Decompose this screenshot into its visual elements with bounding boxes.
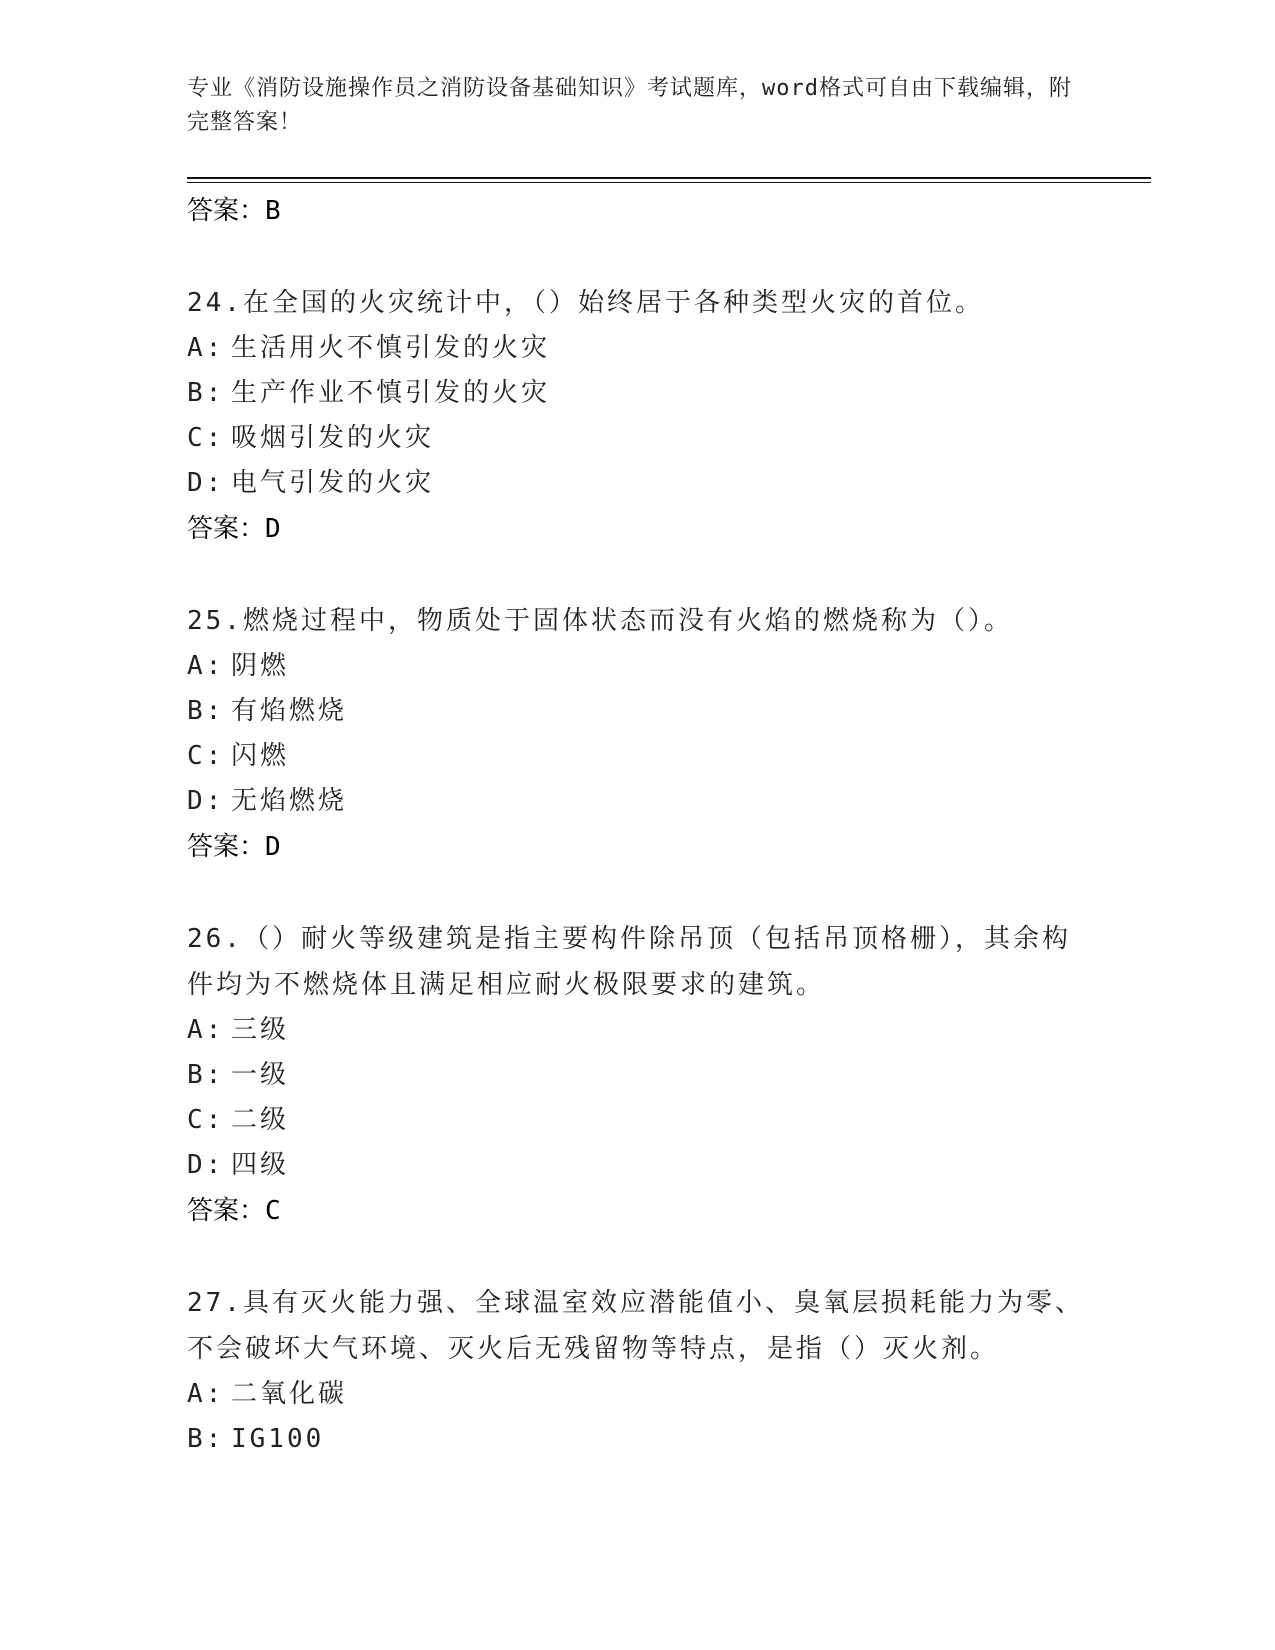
- option-text: 电气引发的火灾: [231, 468, 435, 498]
- header-divider-thick: [187, 177, 1151, 179]
- answer-value: B: [265, 196, 281, 226]
- option-key: C:: [187, 1105, 225, 1135]
- answer-line: [187, 506, 1087, 552]
- option-key: D:: [187, 1150, 225, 1180]
- option-text: 三级: [231, 1015, 290, 1045]
- option-c: [187, 1098, 1087, 1143]
- spacer: [187, 234, 1087, 280]
- answer-label: 答案：: [187, 514, 266, 544]
- question-block: [187, 916, 1087, 1234]
- question-stem: 25.燃烧过程中，物质处于固体状态而没有火焰的燃烧称为（）。: [187, 606, 1013, 636]
- spacer: [187, 1234, 1087, 1280]
- question-block: [187, 1280, 1087, 1462]
- option-key: B:: [187, 696, 225, 726]
- answer-label: 答案：: [187, 832, 266, 862]
- option-key: B:: [187, 1060, 225, 1090]
- option-text: 二级: [231, 1105, 290, 1135]
- spacer: [187, 870, 1087, 916]
- answer-line: [187, 824, 1087, 870]
- option-text: 无焰燃烧: [231, 786, 348, 816]
- option-key: B:: [187, 378, 225, 408]
- option-d: [187, 461, 1087, 506]
- option-b: [187, 1417, 1087, 1462]
- answer-line: [187, 1188, 1087, 1234]
- option-key: C:: [187, 741, 225, 771]
- option-text: 闪燃: [231, 741, 290, 771]
- question-stem: 27.具有灭火能力强、全球温室效应潜能值小、臭氧层损耗能力为零、不会破坏大气环境、灭火后无残留物等特点，是指（）灭火剂。: [187, 1288, 1084, 1364]
- question-stem: 26.（）耐火等级建筑是指主要构件除吊顶（包括吊顶格栅），其余构件均为不燃烧体且满足相应耐火极限要求的建筑。: [187, 924, 1071, 1000]
- option-key: A:: [187, 1379, 225, 1409]
- spacer: [187, 552, 1087, 598]
- option-a: [187, 644, 1087, 689]
- option-b: [187, 1053, 1087, 1098]
- option-text: 一级: [231, 1060, 290, 1090]
- option-b: [187, 689, 1087, 734]
- option-text: 四级: [231, 1150, 290, 1180]
- option-key: D:: [187, 786, 225, 816]
- option-key: C:: [187, 423, 225, 453]
- option-text: 生产作业不慎引发的火灾: [231, 378, 551, 408]
- document-header: 专业《消防设施操作员之消防设备基础知识》考试题库，word格式可自由下载编辑，附完整答案！: [187, 76, 1072, 135]
- option-text: IG100: [231, 1424, 325, 1454]
- answer-value: D: [265, 832, 281, 862]
- option-key: B:: [187, 1424, 225, 1454]
- option-key: A:: [187, 1015, 225, 1045]
- option-text: 二氧化碳: [231, 1379, 348, 1409]
- answer-line: [187, 188, 1087, 234]
- option-text: 生活用火不慎引发的火灾: [231, 333, 551, 363]
- option-a: [187, 1372, 1087, 1417]
- question-block: [187, 598, 1087, 870]
- header-divider-thin: [187, 182, 1151, 183]
- option-d: [187, 1143, 1087, 1188]
- option-key: A:: [187, 651, 225, 681]
- option-key: A:: [187, 333, 225, 363]
- option-text: 阴燃: [231, 651, 290, 681]
- option-text: 有焰燃烧: [231, 696, 348, 726]
- option-text: 吸烟引发的火灾: [231, 423, 435, 453]
- question-stem: 24.在全国的火灾统计中，（）始终居于各种类型火灾的首位。: [187, 288, 984, 318]
- option-key: D:: [187, 468, 225, 498]
- option-a: [187, 1008, 1087, 1053]
- answer-value: D: [265, 514, 281, 544]
- option-b: [187, 371, 1087, 416]
- answer-label: 答案：: [187, 1196, 266, 1226]
- question-block: [187, 280, 1087, 552]
- answer-label: 答案：: [187, 196, 266, 226]
- question-list: [187, 188, 1087, 1462]
- option-d: [187, 779, 1087, 824]
- option-c: [187, 416, 1087, 461]
- answer-value: C: [265, 1196, 281, 1226]
- option-c: [187, 734, 1087, 779]
- option-a: [187, 326, 1087, 371]
